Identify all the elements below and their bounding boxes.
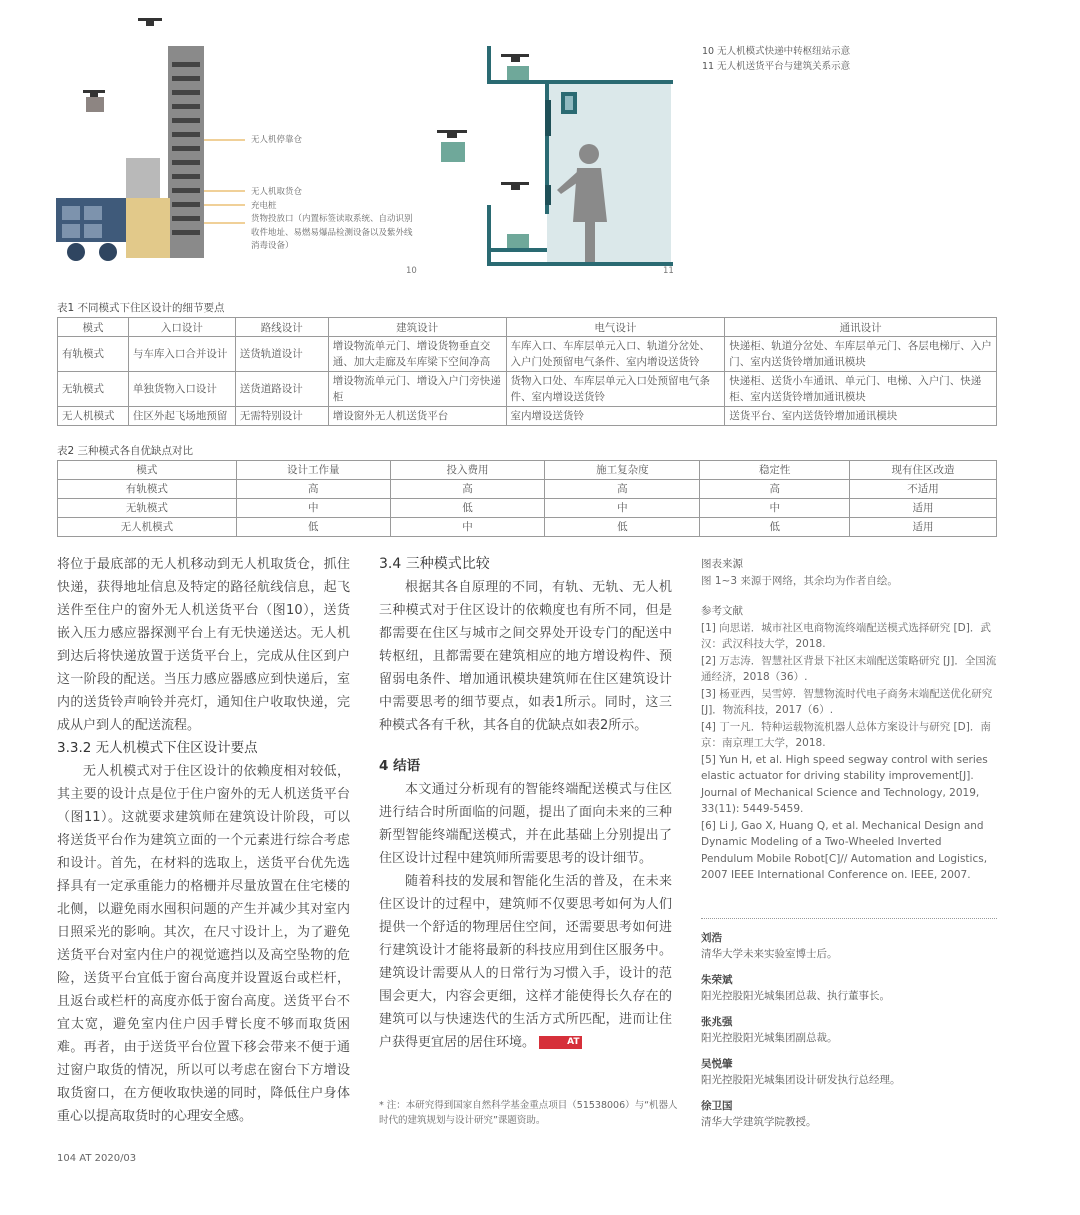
- author-desc: 阳光控股阳光城集团副总裁。: [701, 1032, 838, 1044]
- table1-header: 电气设计: [506, 318, 725, 337]
- table-cell: 单独货物入口设计: [128, 372, 235, 407]
- table-cell: 中: [545, 499, 700, 518]
- table-row: [58, 372, 997, 407]
- table-cell: 有轨模式: [58, 480, 237, 499]
- fig10-label-drop1: 货物投放口（内置标签读取系统、自动识别: [251, 214, 413, 224]
- table2-header: 投入费用: [390, 461, 545, 480]
- paragraph: 无人机模式对于住区设计的依赖度相对较低，其主要的设计点是位于住户窗外的无人机送货平台（图11）。这就要求建筑师在建筑设计阶段，可以将送货平台作为建筑立面的一个元素进行综合考虑和设计。首先，在材料的选取上，送货平台优先选择具有一定承重能力的格栅并尽量放置在住宅楼的北侧，以避免雨水囤积问题的产生并减少其对室内日照采光的影响。其次，在尺寸设计上，为了避免送货平台对室内住户的视觉遮挡以及高空坠物的危险，送货平台宜低于窗台高度并设置返台或栏杆，且返台或栏杆的高度亦低于窗台高度。送货平台不宜太宽，避免室内住户因手臂长度不够而取货困难。再者，由于送货平台位置下移会带来不便于通过窗户取货的情况，所以可以考虑在窗台下方增设取货窗口，在方便收取快递的同时，降低住户身体重心以提高取货时的心理安全感。: [57, 764, 350, 1124]
- reference-item: [2] 万志涛．智慧社区背景下社区末端配送策略研究 [J]．全国流通经济，2018（36）.: [701, 654, 997, 683]
- table-cell: 高: [390, 480, 545, 499]
- reference-item: [4] 丁一凡．特种运载物流机器人总体方案设计与研究 [D]．南京：南京理工大学，2018.: [701, 720, 991, 749]
- caption-11: 11 无人机送货平台与建筑关系示意: [702, 61, 851, 72]
- reference-item: [3] 杨亚西，吴雪婷．智慧物流时代电子商务末端配送优化研究 [J]．物流科技，2017（6）.: [701, 687, 993, 716]
- author-name: 朱荣斌: [701, 974, 733, 986]
- table-cell: 住区外起飞场地预留: [128, 407, 235, 426]
- table-cell: 货物入口处、车库层单元入口处预留电气条件、室内增设送货铃: [506, 372, 725, 407]
- table-cell: 增设物流单元门、增设货物垂直交通、加大走廊及车库梁下空间净高: [328, 337, 506, 372]
- author-desc: 阳光控股阳光城集团设计研发执行总经理。: [701, 1074, 901, 1086]
- author-name: 吴悦肇: [701, 1058, 733, 1070]
- caption-10: 10 无人机模式快递中转枢纽站示意: [702, 46, 851, 57]
- paragraph: 根据其各自原理的不同，有轨、无轨、无人机三种模式对于住区设计的依赖度也有所不同，但是都需要在住区与城市之间交界处开设专门的配送中转枢纽，且都需要在建筑相应的地方增设构件、预留弱电条件、增加通讯模块建筑师在住区建筑设计中需要思考的细节要点，如表1所示。同时，这三种模式各有千秋，其各自的优缺点如表2所示。: [379, 580, 672, 733]
- divider: [701, 918, 997, 919]
- fig10-labels: [251, 186, 413, 254]
- table1-header: 路线设计: [235, 318, 328, 337]
- author-entry: [701, 930, 997, 962]
- table-cell: 高: [700, 480, 850, 499]
- table2-header: 模式: [58, 461, 237, 480]
- fig10-label-drop3: 消毒设备）: [251, 241, 294, 251]
- sources-text: 图 1~3 来源于网络，其余均为作者自绘。: [701, 574, 898, 587]
- table-cell: 无需特别设计: [235, 407, 328, 426]
- section-heading-3-3-2: 3.3.2 无人机模式下住区设计要点: [57, 740, 258, 756]
- table-cell: 中: [236, 499, 390, 518]
- fig10-label-drop2: 收件地址、易燃易爆品检测设备以及紫外线: [251, 227, 413, 238]
- table2-header-row: [58, 461, 997, 480]
- table-cell: 不适用: [850, 480, 997, 499]
- paragraph: 本文通过分析现有的智能终端配送模式与住区进行结合时所面临的问题，提出了面向未来的三种新型智能终端配送模式，并在此基础上分别提出了住区设计过程中建筑师所需要思考的设计细节。: [379, 782, 672, 866]
- table2-header: 施工复杂度: [545, 461, 700, 480]
- fig10-label-pickup: 无人机取货仓: [251, 187, 303, 197]
- paragraph-text: 随着科技的发展和智能化生活的普及，在未来住区设计的过程中，建筑师不仅要思考如何为人们提供一个舒适的物理居住空间，还需要思考如何进行建筑设计才能将最新的科技应用到住区服务中。建筑设计需要从人的日常行为习惯入手，设计的范围会更大，内容会更细，这样才能使得长久存在的建筑可以与快速迭代的生活方式所匹配，进而让住户获得更宜居的居住环境。: [379, 874, 672, 1050]
- author-desc: 清华大学未来实验室博士后。: [701, 948, 838, 960]
- table-cell: 送货道路设计: [235, 372, 328, 407]
- table1-title: 表1 不同模式下住区设计的细节要点: [57, 302, 225, 314]
- page-footer: 104 AT 2020/03: [57, 1153, 137, 1164]
- table-cell: 增设窗外无人机送货平台: [328, 407, 506, 426]
- table2: [57, 460, 997, 537]
- table-row: [58, 499, 997, 518]
- author-desc: 阳光控股阳光城集团总裁、执行董事长。: [701, 990, 890, 1002]
- table-cell: 有轨模式: [58, 337, 129, 372]
- table2-title: 表2 三种模式各自优缺点对比: [57, 445, 194, 457]
- table1-header: 通讯设计: [725, 318, 997, 337]
- reference-item: [6] Li J, Gao X, Huang Q, et al. Mechanical Design and Dynamic Modeling of a Two-Wheeled Inverted Pendulum Mobile Robot[C]// Automation and Logistics, 2007 IEEE International Conference on. IEEE, 2007.: [701, 819, 988, 881]
- table-cell: 低: [700, 518, 850, 537]
- author-entry: [701, 1098, 997, 1130]
- table-cell: 高: [236, 480, 390, 499]
- table1: [57, 317, 997, 426]
- author-entry: [701, 972, 997, 1004]
- fig11-number: 11: [663, 266, 674, 276]
- paragraph: [379, 870, 672, 1054]
- table-row: [58, 518, 997, 537]
- author-name: 徐卫国: [701, 1100, 733, 1112]
- table-cell: 适用: [850, 499, 997, 518]
- table1-header-row: [58, 318, 997, 337]
- table-cell: 高: [545, 480, 700, 499]
- author-entry: [701, 1056, 997, 1088]
- fig10-label-charger: 充电桩: [251, 200, 277, 211]
- table-cell: 低: [390, 499, 545, 518]
- table-cell: 适用: [850, 518, 997, 537]
- sources-title: 图表来源: [701, 558, 743, 570]
- at-logo-badge: AT: [539, 1036, 581, 1049]
- section-heading-3-4: 3.4 三种模式比较: [379, 556, 490, 572]
- fig10-label-dock: 无人机停靠仓: [251, 135, 303, 145]
- author-entry: [701, 1014, 997, 1046]
- table-cell: 低: [545, 518, 700, 537]
- table-cell: 无人机模式: [58, 407, 129, 426]
- table-cell: 中: [390, 518, 545, 537]
- table1-header: 入口设计: [128, 318, 235, 337]
- table-cell: 快递柜、送货小车通讯、单元门、电梯、入户门、快递柜、室内送货铃增加通讯模块: [725, 372, 997, 407]
- references-title: 参考文献: [701, 605, 743, 617]
- table-row: [58, 407, 997, 426]
- column-1: [57, 553, 350, 1128]
- figure-captions: [702, 44, 850, 74]
- table-cell: 快递柜、轨道分岔处、车库层单元门、各层电梯厅、入户门、室内送货铃增加通讯模块: [725, 337, 997, 372]
- table-row: [58, 337, 997, 372]
- table-cell: 无轨模式: [58, 372, 129, 407]
- table2-header: 设计工作量: [236, 461, 390, 480]
- table1-header: 建筑设计: [328, 318, 506, 337]
- paragraph: 将位于最底部的无人机移动到无人机取货仓，抓住快递，获得地址信息及特定的路径航线信息，起飞送件至住户的窗外无人机送货平台（图10），送货嵌入压力感应器探测平台上有无快递送达。无人机到达后将快递放置于送货平台上，完成从住区到户这一阶段的配送。当压力感应器感应到快递后，室内的送货铃声响铃并亮灯，通知住户收取快递，完成从户到人的配送流程。: [57, 557, 350, 733]
- table-cell: 送货轨道设计: [235, 337, 328, 372]
- table-cell: 中: [700, 499, 850, 518]
- table-cell: 无轨模式: [58, 499, 237, 518]
- section-heading-4: 4 结语: [379, 758, 421, 774]
- table-cell: 车库入口、车库层单元入口、轨道分岔处、入户门处预留电气条件、室内增设送货铃: [506, 337, 725, 372]
- table-cell: 低: [236, 518, 390, 537]
- table-cell: 送货平台、室内送货铃增加通讯模块: [725, 407, 997, 426]
- author-name: 刘浩: [701, 932, 722, 944]
- table1-header: 模式: [58, 318, 129, 337]
- author-list: [701, 930, 997, 1130]
- figure-11-illustration: [435, 40, 675, 280]
- table-cell: 与车库入口合并设计: [128, 337, 235, 372]
- reference-item: [5] Yun H, et al. High speed segway control with series elastic actuator for driving stability improvement[J]. Journal of Mechanical Science and Technology, 2019, 33(11): 5449-5459.: [701, 753, 988, 815]
- reference-item: [1] 向思诺．城市社区电商物流终端配送模式选择研究 [D]．武汉：武汉科技大学，2018.: [701, 621, 991, 650]
- table-cell: 无人机模式: [58, 518, 237, 537]
- author-desc: 清华大学建筑学院教授。: [701, 1116, 817, 1128]
- table2-header: 稳定性: [700, 461, 850, 480]
- footnote: * 注：本研究得到国家自然科学基金重点项目（51538006）与“机器人时代的建筑规划与设计研究”课题资助。: [379, 1100, 678, 1126]
- author-name: 张兆强: [701, 1016, 733, 1028]
- table-cell: 增设物流单元门、增设入户门旁快递柜: [328, 372, 506, 407]
- table2-header: 现有住区改造: [850, 461, 997, 480]
- table-cell: 室内增设送货铃: [506, 407, 725, 426]
- table-row: [58, 480, 997, 499]
- fig10-number: 10: [406, 266, 417, 276]
- column-3: [701, 556, 997, 884]
- column-2: [379, 553, 672, 1054]
